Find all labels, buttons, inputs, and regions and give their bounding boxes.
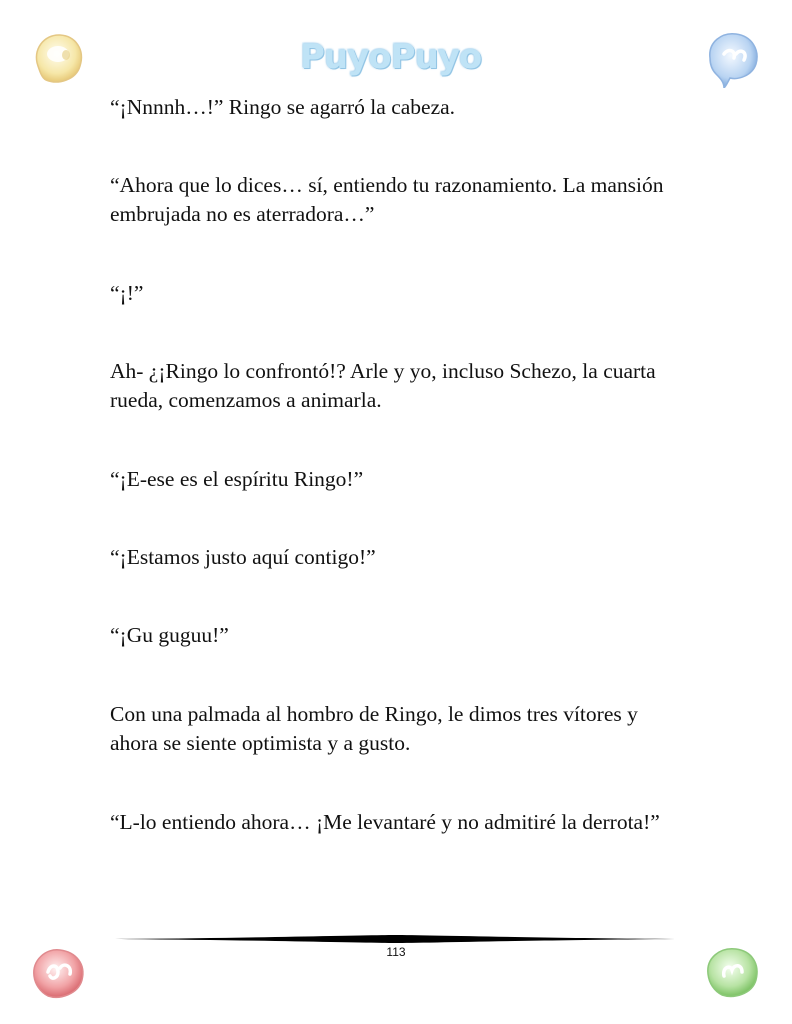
paragraph: “¡!” (110, 281, 144, 305)
green-puyo-icon (702, 942, 762, 1002)
footer-divider (115, 934, 675, 944)
red-puyo-icon (28, 942, 88, 1002)
paragraph: “¡E-ese es el espíritu Ringo!” (110, 467, 364, 491)
page-number: 113 (386, 945, 406, 959)
paragraph: “¡Nnnnh…!” Ringo se agarró la cabeza. (110, 95, 456, 119)
paragraph: Con una palmada al hombro de Ringo, le dimos tres vítores y ahora se siente optimista y a gusto. (110, 702, 638, 755)
paragraph: “L-lo entiendo ahora… ¡Me levantaré y no admitiré la derrota!” (110, 810, 660, 834)
puyopuyo-logo: PuyoPuyo (300, 37, 482, 77)
blue-puyo-icon (702, 28, 762, 88)
paragraph: “¡Gu guguu!” (110, 623, 229, 647)
paragraph: “¡Estamos justo aquí contigo!” (110, 545, 376, 569)
yellow-puyo-icon (28, 28, 88, 88)
paragraph: “Ahora que lo dices… sí, entiendo tu razonamiento. La mansión embrujada no es aterradora…” (110, 173, 664, 226)
paragraph: Ah- ¿¡Ringo lo confrontó!? Arle y yo, incluso Schezo, la cuarta rueda, comenzamos a animarla. (110, 359, 656, 412)
